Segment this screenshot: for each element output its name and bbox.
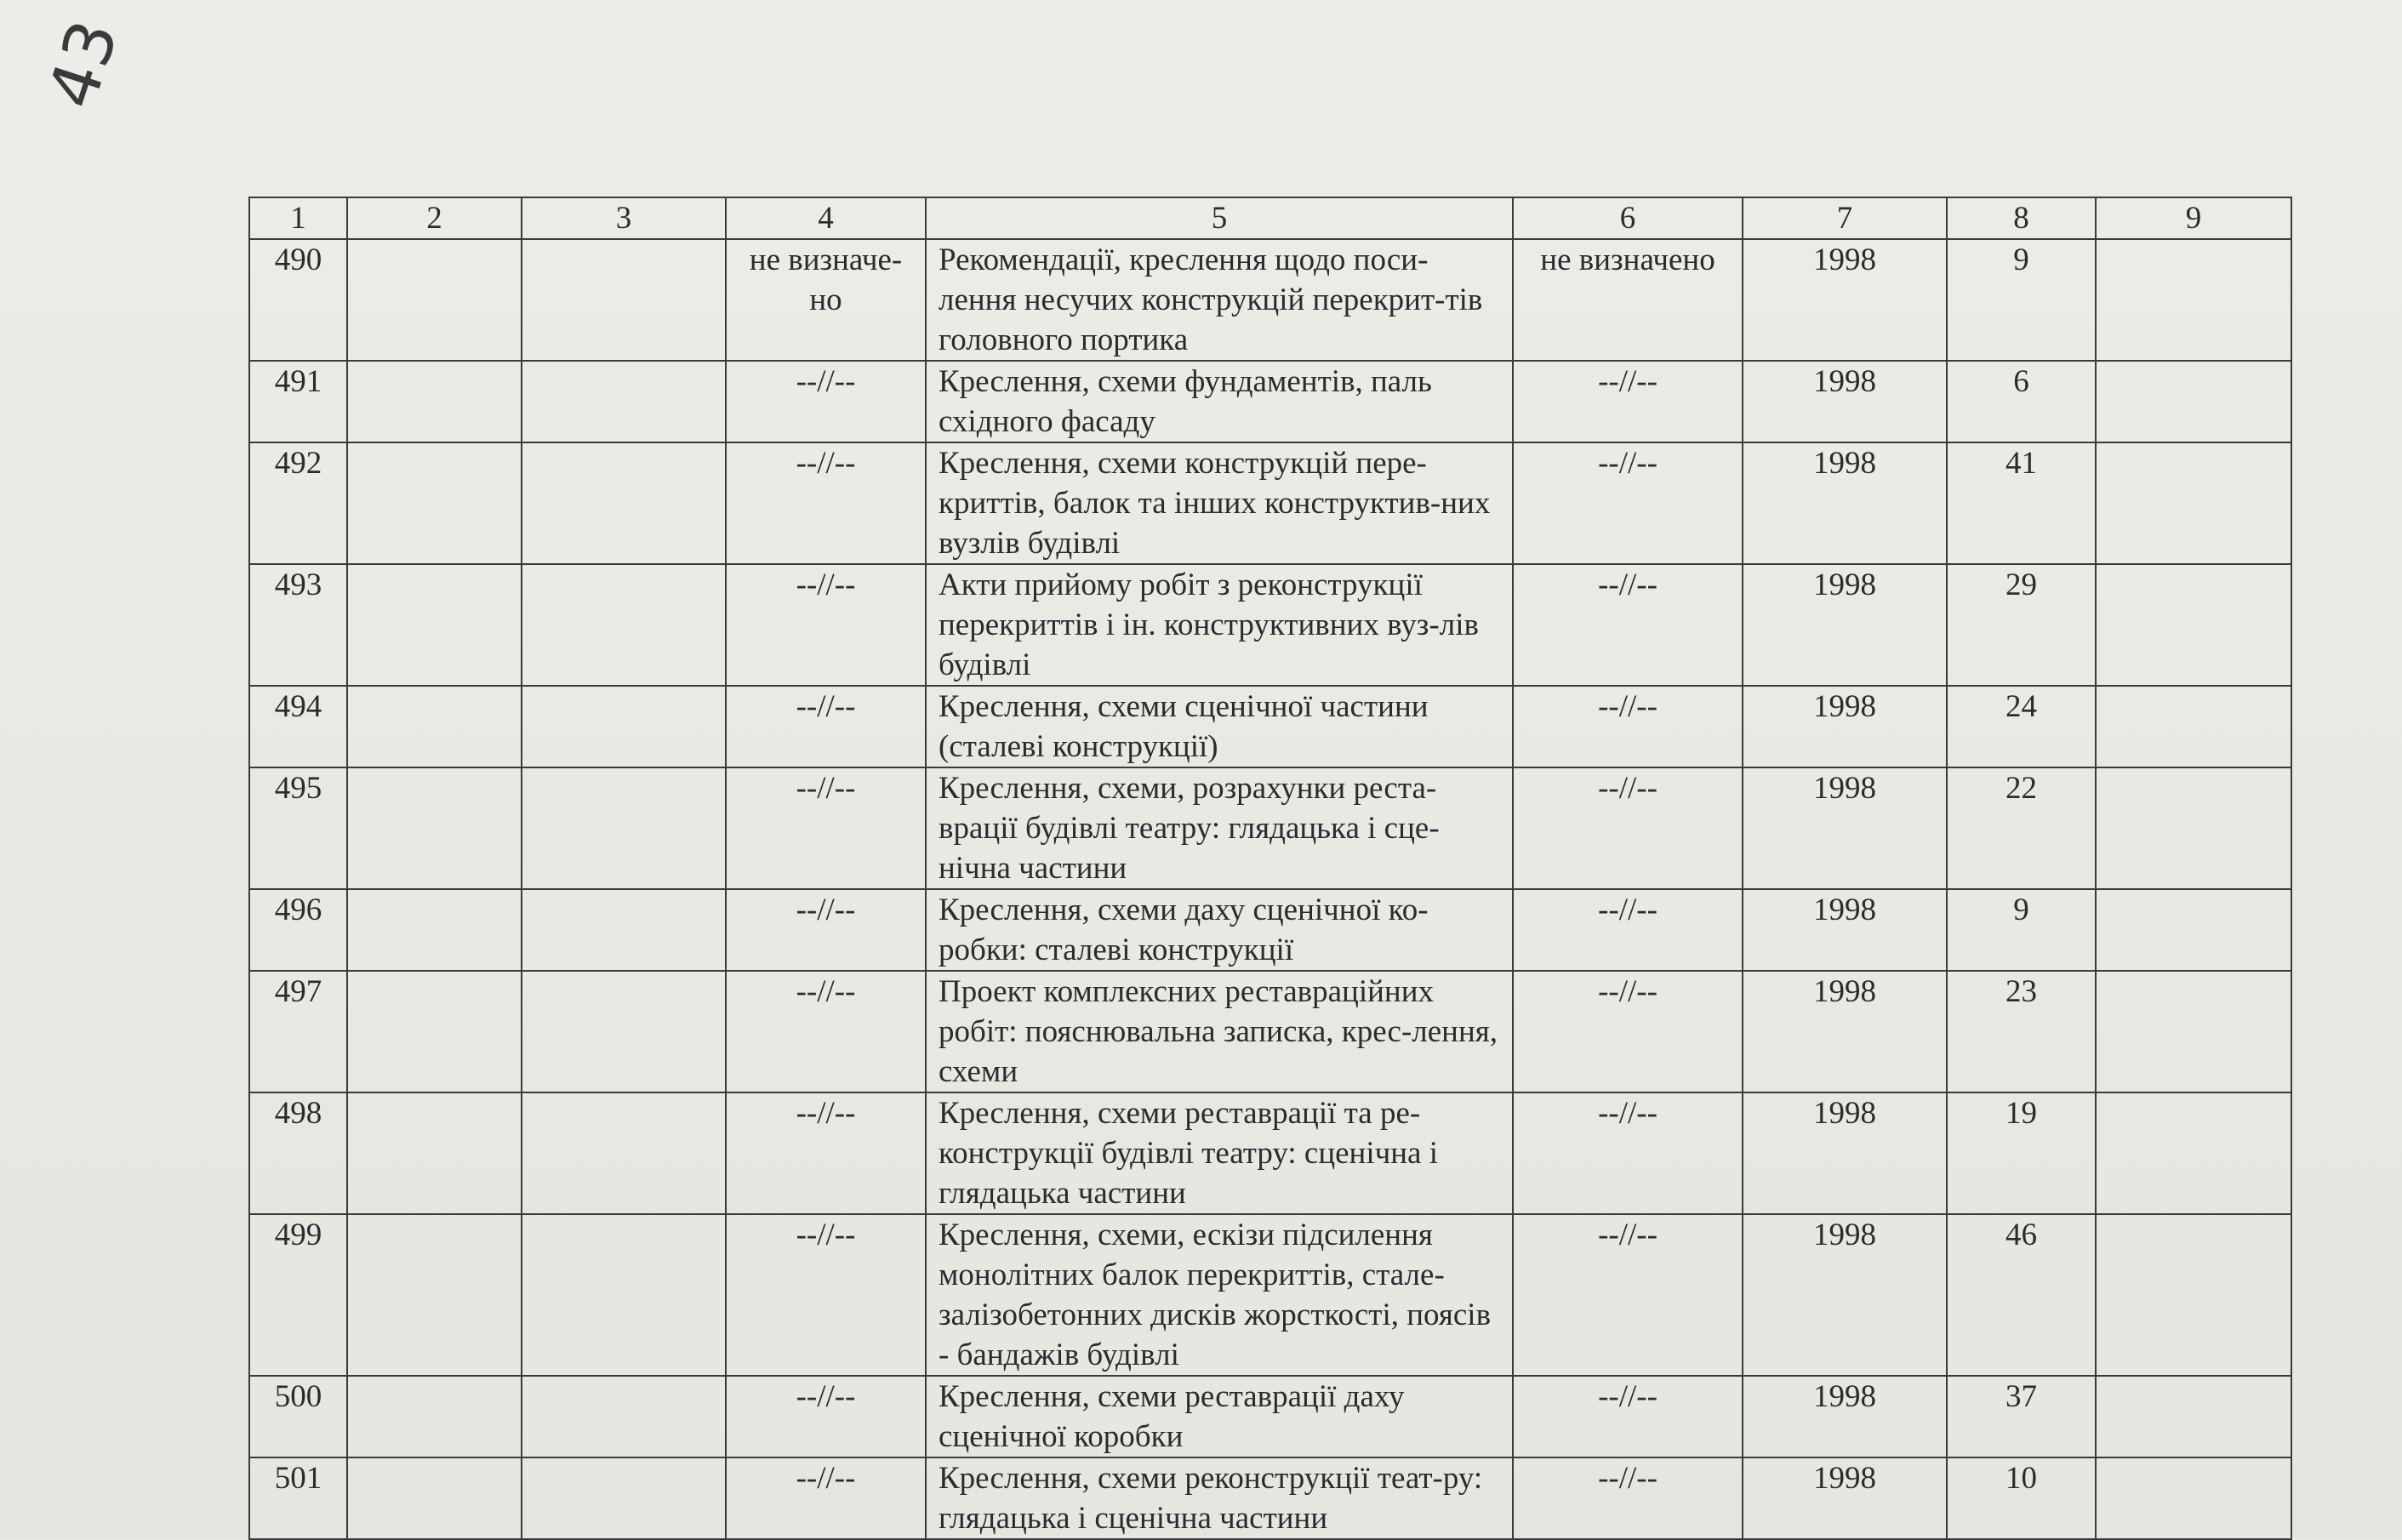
archive-inventory-table bbox=[248, 197, 2292, 1540]
origin: --//-- bbox=[1513, 361, 1743, 442]
year: 1998 bbox=[1743, 971, 1947, 1092]
sheet-count: 9 bbox=[1947, 889, 2096, 971]
document-dates: --//-- bbox=[726, 1376, 926, 1457]
notes bbox=[2096, 1214, 2291, 1376]
year: 1998 bbox=[1743, 1376, 1947, 1457]
notes bbox=[2096, 889, 2291, 971]
cell-col3 bbox=[522, 1214, 726, 1376]
notes bbox=[2096, 361, 2291, 442]
table-row bbox=[249, 1092, 2291, 1214]
sheet-count: 22 bbox=[1947, 767, 2096, 889]
cell-col2 bbox=[347, 564, 522, 686]
table-row bbox=[249, 239, 2291, 361]
document-dates: --//-- bbox=[726, 361, 926, 442]
origin: --//-- bbox=[1513, 767, 1743, 889]
cell-col3 bbox=[522, 239, 726, 361]
year: 1998 bbox=[1743, 361, 1947, 442]
record-number: 495 bbox=[249, 767, 347, 889]
column-header: 4 bbox=[726, 197, 926, 239]
notes bbox=[2096, 564, 2291, 686]
column-header: 1 bbox=[249, 197, 347, 239]
document-dates: --//-- bbox=[726, 971, 926, 1092]
handwritten-page-number: 43 bbox=[34, 9, 134, 117]
year: 1998 bbox=[1743, 564, 1947, 686]
origin: --//-- bbox=[1513, 1092, 1743, 1214]
year: 1998 bbox=[1743, 1092, 1947, 1214]
table-row bbox=[249, 442, 2291, 564]
notes bbox=[2096, 1092, 2291, 1214]
year: 1998 bbox=[1743, 767, 1947, 889]
notes bbox=[2096, 1457, 2291, 1539]
cell-col2 bbox=[347, 1214, 522, 1376]
document-title: Акти прийому робіт з реконструкції перекриттів і ін. конструктивних вуз-лів будівлі bbox=[926, 564, 1513, 686]
document-dates: --//-- bbox=[726, 1457, 926, 1539]
table-row bbox=[249, 686, 2291, 767]
document-title: Креслення, схеми реставрації та ре-конструкції будівлі театру: сценічна і глядацька частини bbox=[926, 1092, 1513, 1214]
document-dates: --//-- bbox=[726, 564, 926, 686]
column-header: 7 bbox=[1743, 197, 1947, 239]
cell-col2 bbox=[347, 971, 522, 1092]
origin: --//-- bbox=[1513, 1457, 1743, 1539]
origin: --//-- bbox=[1513, 442, 1743, 564]
sheet-count: 24 bbox=[1947, 686, 2096, 767]
document-dates: --//-- bbox=[726, 767, 926, 889]
cell-col2 bbox=[347, 889, 522, 971]
record-number: 490 bbox=[249, 239, 347, 361]
column-header: 9 bbox=[2096, 197, 2291, 239]
table-body bbox=[249, 239, 2291, 1539]
cell-col2 bbox=[347, 239, 522, 361]
column-header: 8 bbox=[1947, 197, 2096, 239]
sheet-count: 23 bbox=[1947, 971, 2096, 1092]
document-title: Креслення, схеми фундаментів, паль східного фасаду bbox=[926, 361, 1513, 442]
document-dates: --//-- bbox=[726, 889, 926, 971]
notes bbox=[2096, 442, 2291, 564]
year: 1998 bbox=[1743, 239, 1947, 361]
document-dates: --//-- bbox=[726, 1092, 926, 1214]
record-number: 496 bbox=[249, 889, 347, 971]
cell-col3 bbox=[522, 1376, 726, 1457]
record-number: 492 bbox=[249, 442, 347, 564]
document-title: Креслення, схеми реставрації даху сценічної коробки bbox=[926, 1376, 1513, 1457]
cell-col2 bbox=[347, 1092, 522, 1214]
document-title: Проект комплексних реставраційних робіт: пояснювальна записка, крес-лення, схеми bbox=[926, 971, 1513, 1092]
notes bbox=[2096, 686, 2291, 767]
cell-col2 bbox=[347, 1457, 522, 1539]
document-title: Креслення, схеми, ескізи підсилення монолітних балок перекриттів, стале-залізобетонних дисків жорсткості, поясів - бандажів будівлі bbox=[926, 1214, 1513, 1376]
document-dates: --//-- bbox=[726, 686, 926, 767]
table-row bbox=[249, 767, 2291, 889]
document-dates: --//-- bbox=[726, 442, 926, 564]
notes bbox=[2096, 239, 2291, 361]
cell-col3 bbox=[522, 564, 726, 686]
record-number: 493 bbox=[249, 564, 347, 686]
origin: --//-- bbox=[1513, 1214, 1743, 1376]
record-number: 497 bbox=[249, 971, 347, 1092]
document-title: Креслення, схеми реконструкції теат-ру: глядацька і сценічна частини bbox=[926, 1457, 1513, 1539]
table-header-row bbox=[249, 197, 2291, 239]
record-number: 501 bbox=[249, 1457, 347, 1539]
notes bbox=[2096, 1376, 2291, 1457]
table-row bbox=[249, 361, 2291, 442]
year: 1998 bbox=[1743, 1457, 1947, 1539]
origin: --//-- bbox=[1513, 564, 1743, 686]
notes bbox=[2096, 767, 2291, 889]
table-row bbox=[249, 1376, 2291, 1457]
cell-col2 bbox=[347, 767, 522, 889]
year: 1998 bbox=[1743, 889, 1947, 971]
document-title: Креслення, схеми конструкцій пере-криттів, балок та інших конструктив-них вузлів будівлі bbox=[926, 442, 1513, 564]
column-header: 3 bbox=[522, 197, 726, 239]
origin: --//-- bbox=[1513, 1376, 1743, 1457]
cell-col2 bbox=[347, 442, 522, 564]
document-dates: не визначе-но bbox=[726, 239, 926, 361]
table-row bbox=[249, 889, 2291, 971]
document-dates: --//-- bbox=[726, 1214, 926, 1376]
cell-col2 bbox=[347, 686, 522, 767]
sheet-count: 10 bbox=[1947, 1457, 2096, 1539]
record-number: 491 bbox=[249, 361, 347, 442]
document-title: Креслення, схеми даху сценічної ко-робки: сталеві конструкції bbox=[926, 889, 1513, 971]
origin: --//-- bbox=[1513, 971, 1743, 1092]
column-header: 5 bbox=[926, 197, 1513, 239]
year: 1998 bbox=[1743, 1214, 1947, 1376]
year: 1998 bbox=[1743, 686, 1947, 767]
cell-col3 bbox=[522, 971, 726, 1092]
cell-col3 bbox=[522, 767, 726, 889]
sheet-count: 41 bbox=[1947, 442, 2096, 564]
notes bbox=[2096, 971, 2291, 1092]
sheet-count: 29 bbox=[1947, 564, 2096, 686]
record-number: 498 bbox=[249, 1092, 347, 1214]
table-row bbox=[249, 1214, 2291, 1376]
cell-col3 bbox=[522, 1092, 726, 1214]
table-row bbox=[249, 564, 2291, 686]
record-number: 494 bbox=[249, 686, 347, 767]
sheet-count: 46 bbox=[1947, 1214, 2096, 1376]
record-number: 500 bbox=[249, 1376, 347, 1457]
cell-col3 bbox=[522, 442, 726, 564]
cell-col3 bbox=[522, 889, 726, 971]
origin: --//-- bbox=[1513, 686, 1743, 767]
sheet-count: 9 bbox=[1947, 239, 2096, 361]
cell-col3 bbox=[522, 686, 726, 767]
sheet-count: 19 bbox=[1947, 1092, 2096, 1214]
year: 1998 bbox=[1743, 442, 1947, 564]
table-row bbox=[249, 1457, 2291, 1539]
document-title: Креслення, схеми сценічної частини (сталеві конструкції) bbox=[926, 686, 1513, 767]
record-number: 499 bbox=[249, 1214, 347, 1376]
cell-col3 bbox=[522, 1457, 726, 1539]
sheet-count: 37 bbox=[1947, 1376, 2096, 1457]
origin: не визначено bbox=[1513, 239, 1743, 361]
cell-col2 bbox=[347, 361, 522, 442]
document-title: Рекомендації, креслення щодо поси-лення несучих конструкцій перекрит-тів головного портика bbox=[926, 239, 1513, 361]
column-header: 6 bbox=[1513, 197, 1743, 239]
cell-col3 bbox=[522, 361, 726, 442]
origin: --//-- bbox=[1513, 889, 1743, 971]
sheet-count: 6 bbox=[1947, 361, 2096, 442]
table-row bbox=[249, 971, 2291, 1092]
column-header: 2 bbox=[347, 197, 522, 239]
cell-col2 bbox=[347, 1376, 522, 1457]
document-title: Креслення, схеми, розрахунки реста-врації будівлі театру: глядацька і сце-нічна частини bbox=[926, 767, 1513, 889]
